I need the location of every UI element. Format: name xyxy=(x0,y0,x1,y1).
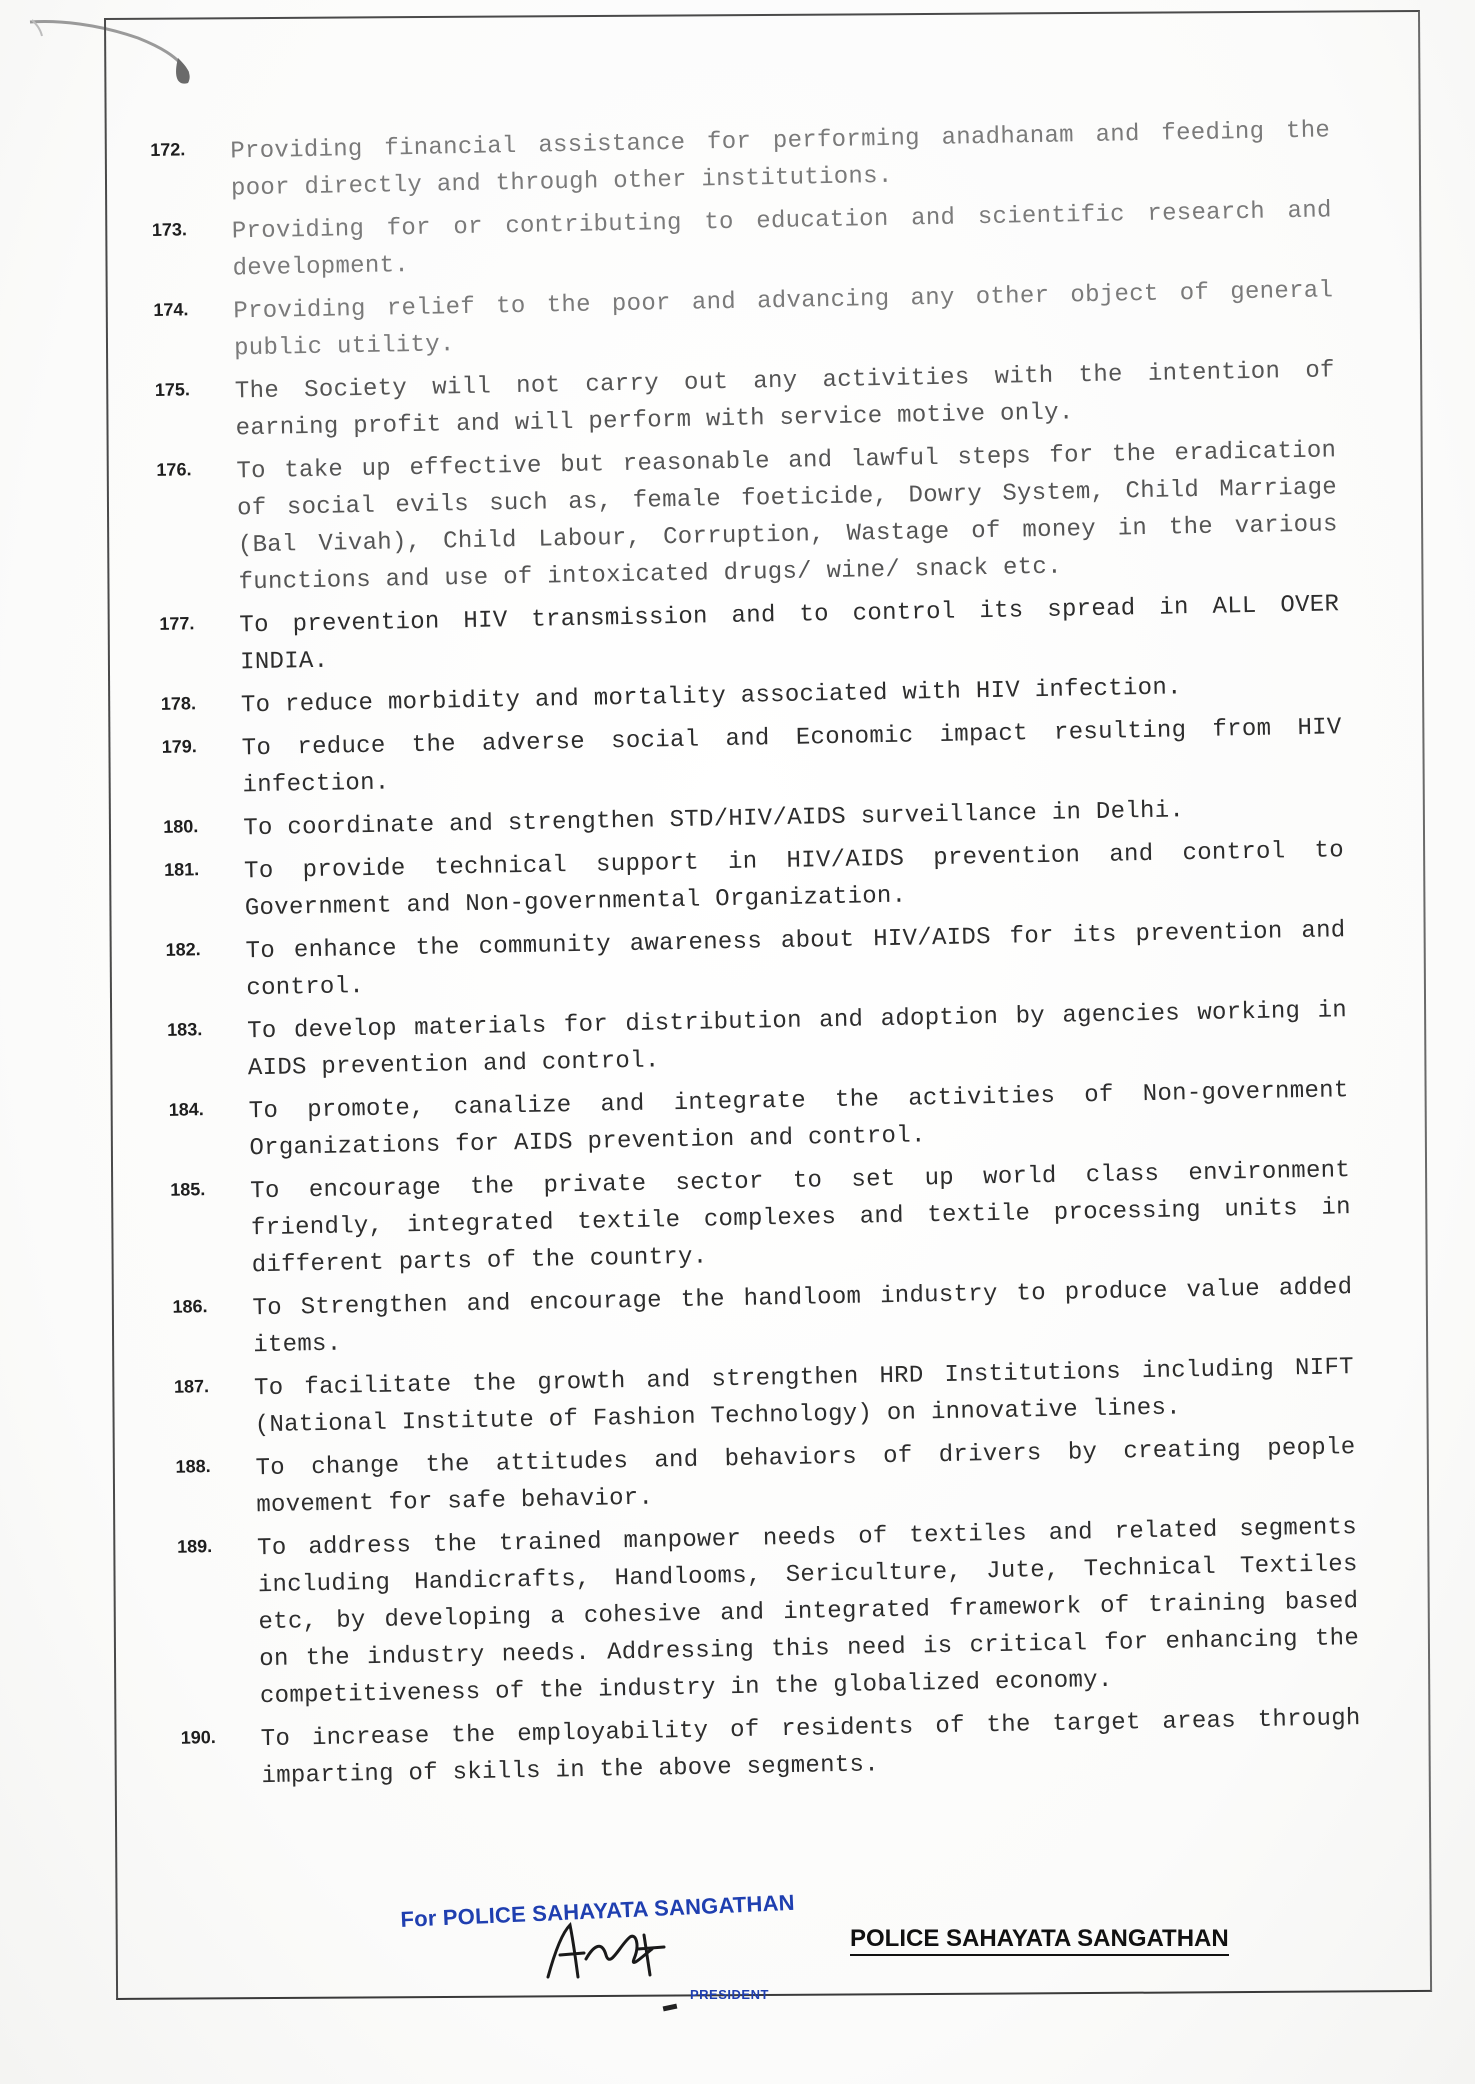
president-role-stamp: PRESIDENT xyxy=(690,1987,769,2002)
clause-text: To promote, canalize and integrate the activities of Non-government Organizations for AIDS prevention and control. xyxy=(248,1077,1349,1163)
clause-text: To reduce morbidity and mortality associated with HIV infection. xyxy=(240,674,1183,720)
clause-186 xyxy=(172,1269,1353,1366)
clause-184 xyxy=(168,1072,1349,1169)
clause-number: 180. xyxy=(163,816,199,837)
clause-number: 175. xyxy=(154,379,191,400)
clause-number: 183. xyxy=(166,1019,203,1040)
clause-176 xyxy=(156,432,1339,603)
clause-190 xyxy=(180,1700,1361,1797)
clause-179 xyxy=(161,709,1342,806)
clause-text: To develop materials for distribution and adoption by agencies working in AIDS prevention and control. xyxy=(246,997,1348,1083)
clause-number: 189. xyxy=(176,1536,213,1557)
clause-text: To facilitate the growth and strengthen HRD Institutions including NIFT (National Institute of Fashion Technology) on innovative lines. xyxy=(253,1354,1355,1440)
clause-number: 174. xyxy=(153,299,189,320)
clause-189 xyxy=(177,1509,1360,1717)
clause-175 xyxy=(155,352,1336,449)
clause-text: Providing financial assistance for performing anadhanam and feeding the poor directly and through other institutions. xyxy=(230,117,1331,203)
clause-text: To increase the employability of residents of the target areas through imparting of skills in the above segments. xyxy=(260,1705,1361,1791)
clause-188 xyxy=(175,1429,1356,1526)
clause-183 xyxy=(167,992,1348,1089)
clause-text: To coordinate and strengthen STD/HIV/AIDS surveillance in Delhi. xyxy=(243,797,1185,843)
clause-number: 187. xyxy=(173,1376,210,1397)
clause-number: 190. xyxy=(180,1727,217,1748)
clause-number: 178. xyxy=(160,693,197,714)
clause-number: 173. xyxy=(151,219,188,240)
clause-number: 184. xyxy=(168,1099,204,1120)
clause-187 xyxy=(174,1349,1355,1446)
clause-text: To prevention HIV transmission and to control its spread in ALL OVER INDIA. xyxy=(239,591,1340,677)
clause-181 xyxy=(164,832,1345,929)
clause-text: To take up effective but reasonable and lawful steps for the eradication of social evils such as, female foeticide, Dowry System, Child Marriage (Bal Vivah), Child Labour, Corruption, Wastage of money in the various functions and use of intoxicated drugs/ wine/ snack etc. xyxy=(236,437,1338,597)
clause-number: 185. xyxy=(170,1179,206,1200)
clause-text: To Strengthen and encourage the handloom industry to produce value added items. xyxy=(252,1274,1353,1360)
clause-text: To change the attitudes and behaviors of drivers by creating people movement for safe behavior. xyxy=(255,1434,1356,1520)
clause-number: 186. xyxy=(172,1296,208,1317)
clause-number: 188. xyxy=(175,1456,211,1477)
clause-177 xyxy=(159,586,1340,683)
president-signature-icon xyxy=(540,1915,690,1985)
clause-number: 181. xyxy=(163,859,200,880)
clause-number: 172. xyxy=(150,139,186,160)
clause-text: Providing relief to the poor and advancing any other object of general public utility. xyxy=(233,277,1334,363)
clause-text: To reduce the adverse social and Economic impact resulting from HIV infection. xyxy=(241,714,1342,800)
clause-185 xyxy=(170,1152,1352,1286)
clause-number: 182. xyxy=(165,939,201,960)
clause-173 xyxy=(152,192,1333,289)
clause-174 xyxy=(153,272,1334,369)
objects-clause-list xyxy=(150,112,1362,1802)
clause-text: To enhance the community awareness about HIV/AIDS for its prevention and control. xyxy=(245,917,1346,1003)
clause-text: Providing for or contributing to education and scientific research and development. xyxy=(231,197,1332,283)
clause-number: 179. xyxy=(161,736,197,757)
clause-text: To provide technical support in HIV/AIDS prevention and control to Government and Non-governmental Organization. xyxy=(243,837,1345,923)
clause-number: 177. xyxy=(159,613,195,634)
clause-182 xyxy=(165,912,1346,1009)
organization-name-stamp: POLICE SAHAYATA SANGATHAN xyxy=(850,1925,1229,1956)
clause-text: To address the trained manpower needs of textiles and related segments including Handicrafts, Handlooms, Sericulture, Jute, Technical Textiles etc, by developing a cohesive and integrated framework of training based on the industry needs. Addressing this need is critical for enhancing the competitiveness of the industry in the globalized economy. xyxy=(256,1514,1360,1711)
organization-stamp: For POLICE SAHAYATA SANGATHAN xyxy=(400,1889,796,1932)
clause-text: The Society will not carry out any activities with the intention of earning profit and will perform with service motive only. xyxy=(234,357,1336,443)
clause-text: To encourage the private sector to set up world class environment friendly, integrated textile complexes and textile processing units in different parts of the country. xyxy=(250,1157,1352,1280)
clause-number: 176. xyxy=(156,459,192,480)
signature-block xyxy=(390,1889,1290,2015)
